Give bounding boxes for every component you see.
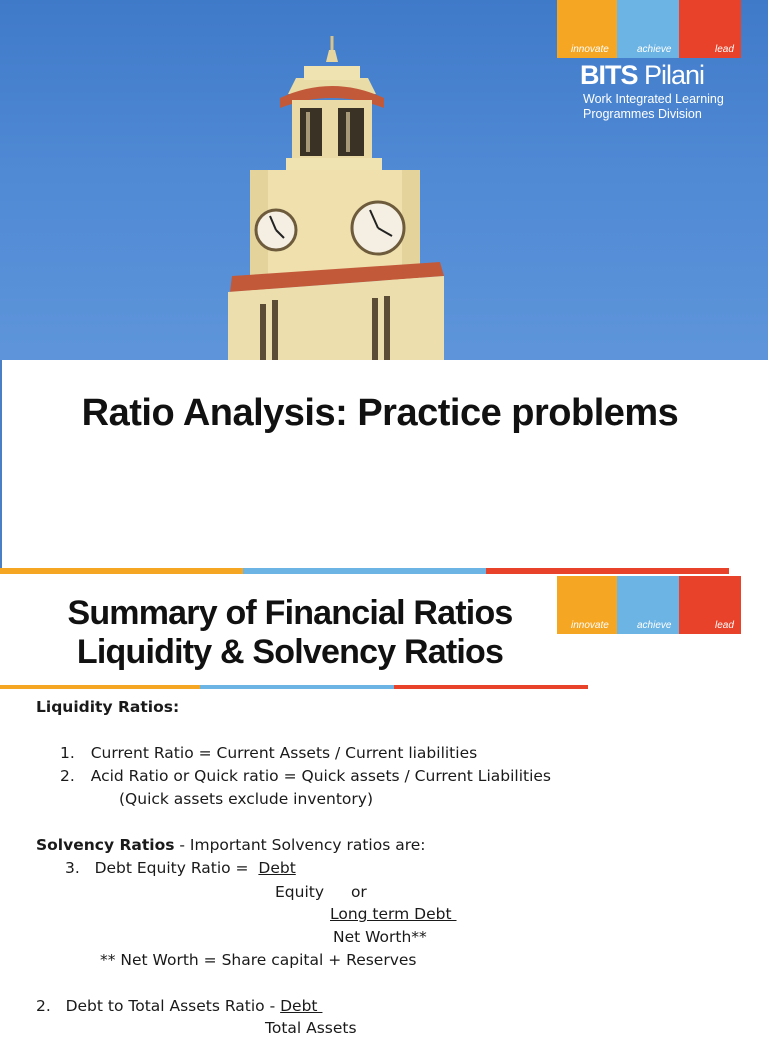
liquidity-item-2 [60, 767, 551, 785]
title-underline-blue [200, 685, 394, 689]
org-logo-block [580, 58, 724, 122]
brand-strip-orange [557, 0, 617, 58]
item3-denominator-row [275, 883, 367, 901]
item4-prefix: 2. Debt to Total Assets Ratio - [36, 997, 281, 1015]
org-name: BITS Pilani [580, 60, 705, 90]
solvency-heading: Solvency Ratios [36, 836, 175, 854]
brand-strip-blue [617, 0, 679, 58]
footer-bar-orange [0, 568, 243, 574]
hero-photo [0, 0, 768, 360]
title-line-2: Liquidity & Solvency Ratios [76, 633, 504, 671]
item3-numerator: Debt [258, 859, 296, 877]
strip-innovate-text: innovate [571, 44, 609, 55]
liquidity-heading: Liquidity Ratios: [36, 698, 180, 716]
liquidity-item-1 [60, 744, 477, 762]
solvency-item-3 [65, 859, 296, 877]
item3-or: or [350, 883, 367, 901]
brand-strip-blue [617, 576, 679, 634]
item3-denominator: Equity [275, 883, 325, 901]
item4-numerator: Debt [280, 997, 323, 1015]
item-number: 2. [60, 767, 75, 785]
slide-title [30, 594, 550, 672]
title-underline-red [394, 685, 588, 689]
strip-innovate-text: innovate [571, 620, 609, 631]
footer-bar-red [486, 568, 729, 574]
strip-lead-text: lead [715, 44, 734, 55]
item4-denominator: Total Assets [265, 1019, 357, 1037]
item-number: 1. [60, 744, 75, 762]
strip-lead-text: lead [715, 620, 734, 631]
org-subtitle-line2: Programmes Division [583, 107, 702, 121]
item3-alt-numerator: Long term Debt [330, 905, 457, 923]
solvency-intro-text: - Important Solvency ratios are: [174, 836, 426, 854]
title-underline-orange [0, 685, 200, 689]
footer-bar-blue [243, 568, 486, 574]
item3-prefix: 3. Debt Equity Ratio = [65, 859, 259, 877]
org-subtitle-line1: Work Integrated Learning [583, 92, 724, 106]
strip-achieve-text: achieve [637, 44, 672, 55]
slide-title: Ratio Analysis: Practice problems [81, 392, 679, 434]
strip-achieve-text: achieve [637, 620, 672, 631]
item3-alt-denominator: Net Worth** [333, 928, 427, 946]
liquidity-note: (Quick assets exclude inventory) [119, 790, 374, 808]
title-line-1: Summary of Financial Ratios [67, 594, 513, 632]
solvency-intro [36, 836, 426, 854]
brand-strip-red [679, 576, 741, 634]
networth-note: ** Net Worth = Share capital + Reserves [100, 951, 417, 969]
item-text: Acid Ratio or Quick ratio = Quick assets / Current Liabilities [90, 767, 552, 785]
item-text: Current Ratio = Current Assets / Current liabilities [90, 744, 478, 762]
brand-strip-red [679, 0, 741, 58]
brand-strip-orange [557, 576, 617, 634]
solvency-item-4 [36, 997, 322, 1015]
